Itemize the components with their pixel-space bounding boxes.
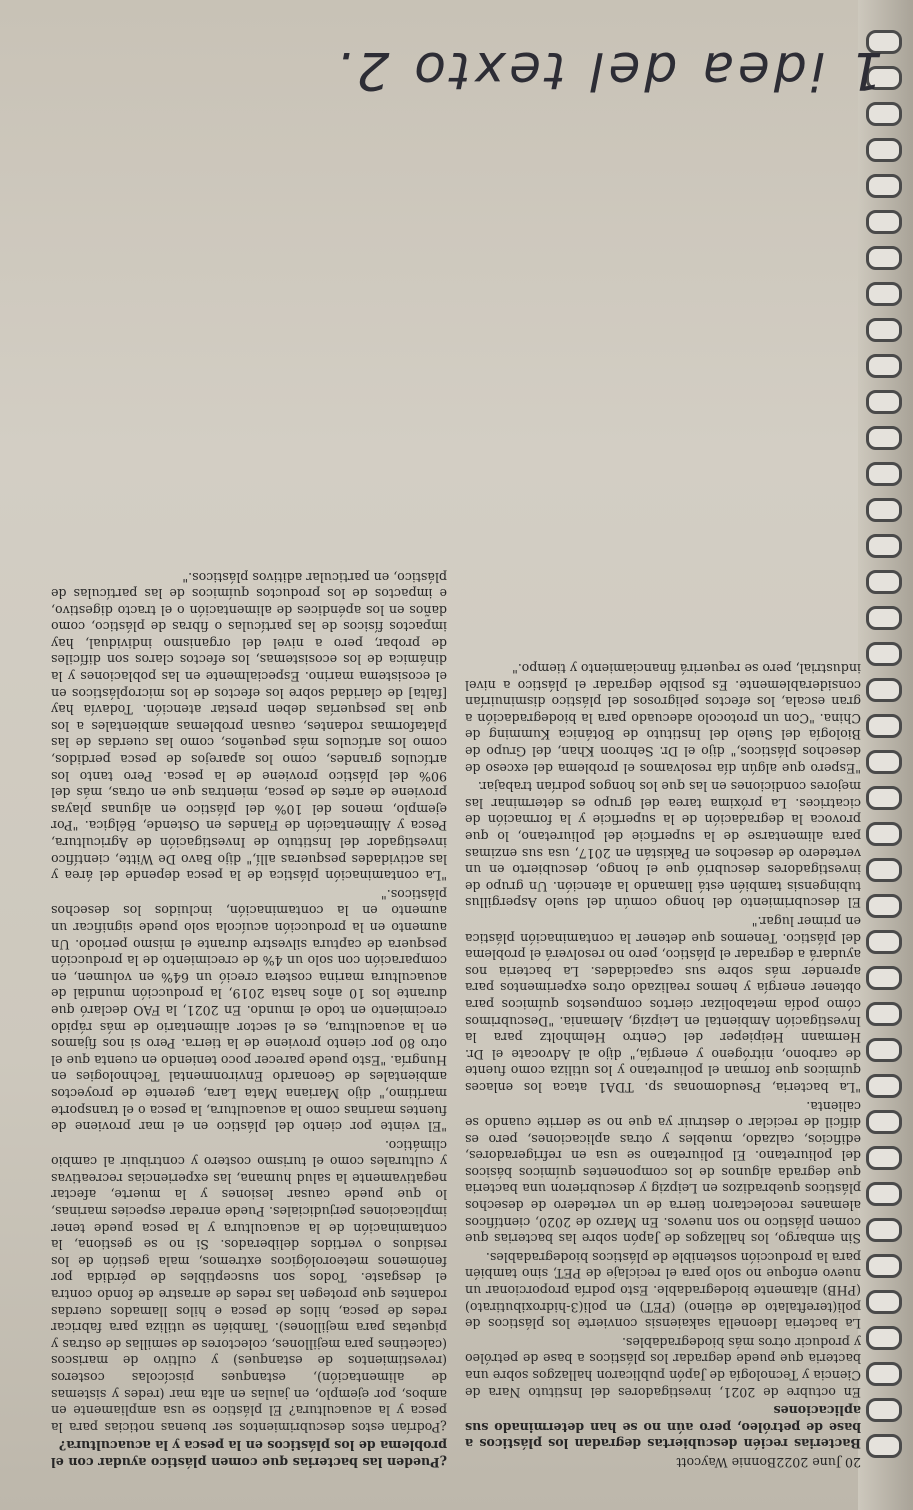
paragraph: "El veinte por ciento del plástico en el mar proviene de fuentes marinas como la acuacultura, la pesca o el transporte marítimo," dijo Mariana Mata Lara, gerente de proyectos ambientales de Geonardo Environmental Technologies en Hungría. "Esto puede parecer poco teniendo en cuenta que el otro 80 por ciento proviene de la tierra. Pero si nos fijamos en la acuacultura, es el sector alimentario de más rápido crecimiento en todo el mundo. En 2021, la FAO declaró que durante los 10 años hasta 2019, la producción mundial de acuacultura marina costera creció un 64% en volumen, en comparación con solo un 4% de crecimiento de la producción pesquera de captura silvestre durante el mismo periodo. Un aumento en la producción acuícola solo puede significar un aumento en la contaminación, incluidos los desechos plásticos." bbox=[51, 886, 447, 1135]
left-column bbox=[465, 120, 861, 1470]
paragraph: "La contaminación plástica de la pesca depende del área y las actividades pesqueras allí," dijo Bavo De Witte, científico investigador del Instituto de Investigación de Agricultura, Pesca y Alimentación de Flandes en Ostende, Bélgica. "Por ejemplo, menos del 10% del plástico en algunas playas proviene de artes de pesca, mientras que en otras, más del 90% del plástico proviene de la pesca. Pero tanto los artículos grandes, como los aparejos de pesca perdidos, como los artículos más pequeños, como las cuerdas de las plataformas rodantes, causan problemas ambientales a los que las pesquerías deben prestar atención. Todavía hay [falta] de claridad sobre los efectos de los microplásticos en el ecosistema marino. Especialmente en las poblaciones y la dinámica de los ecosistemas, los efectos claros son difíciles de probar, pero a nivel del organismo individual, hay impactos físicos de las partículas o fibras de plástico, como daños en los apéndices de alimentación o el tracto digestivo, e impactos de los productos químicos de las partículas de plástico, en particular aditivos plásticos." bbox=[51, 569, 447, 884]
paragraph: La bacteria Ideonella sakaiensis convierte los plásticos de poli(tereftalato de etileno) (PET) en poli(3-hidroxibutirato) (PHB) altamente biodegradable. Esto podría proporcionar un nuevo enfoque no solo para el reciclaje de PET, sino también para la producción sostenible de plásticos biodegradables. bbox=[465, 1249, 861, 1332]
paragraph: "La bacteria, Pseudomonas sp. TDA1 ataca los enlaces químicos que forman el poliuretano y los utiliza como fuente de carbono, nitrógeno y energía," dijo al Advocate el Dr. Hermann Heipieper del Centro Helmholtz para la Investigación Ambiental en Leipzig, Alemania. "Descubrimos cómo podía metabolizar ciertos compuestos químicos para obtener energía y hemos realizado otros experimentos para aprender más sobre sus capacidades. La bacteria nos ayudará a degradar el plástico, pero no resolverá el problema del plástico. Tenemos que detener la contaminación plástica en primer lugar." bbox=[465, 914, 861, 1095]
paragraph: 20 June 2022Bonnie Waycott bbox=[676, 1455, 861, 1470]
paragraph: En octubre de 2021, investigadores del Instituto Nara de Ciencia y Tecnología de Japón publicaron hallazgos sobre una bacteria que puede degradar los plásticos a base de petróleo y producir otros más biodegradables. bbox=[465, 1334, 861, 1400]
paragraph: El descubrimiento del hongo común del suelo Aspergillus tubingensis también está llamando la atención. Un grupo de investigadores descubrió que el hongo, descubierto en un vertedero de desechos en Pakistán en 2017, usa sus enzimas para alimentarse de la superficie del poliuretano, lo que provoca la degradación de la superficie y la formación de cicatrices. La próxima tarea del grupo es determinar las mejores condiciones en las que los hongos podrían trabajar. bbox=[465, 779, 861, 911]
paragraph: "Espero que algún día resolvamos el problema del exceso de desechos plásticos," dijo el Dr. Sehroon Khan, del Grupo de Biología del Suelo del Instituto de Botánica Kumming de China. "Con un protocolo adecuado para la biodegradación a gran escala, los efectos peligrosos del plástico disminuirían considerablemente. Es posible degradar el plástico a nivel industrial, pero se requerirá financiamiento y tiempo." bbox=[465, 661, 861, 776]
paragraph: Sin embargo, los hallazgos de Japón sobre las bacterias que comen plástico no son nuevos. En Marzo de 2020, científicos alemanes recolectaron tierra de un vertedero de desechos plásticos quebradizos en Leipzig y descubrieron una bacteria que degrada algunos de los componentes químicos básicos del poliuretano. El poliuretano se usa en refrigeradores, edificios, calzado, muebles y otras aplicaciones, pero es difícil de reciclar o destruir ya que no se derrite cuando se calienta. bbox=[465, 1098, 861, 1247]
text-columns bbox=[51, 120, 861, 1470]
paragraph: Bacterias recién descubiertas degradan los plásticos a base de petróleo, pero aún no se han determinado sus aplicaciones bbox=[465, 1403, 861, 1452]
paragraph: ¿Pueden las bacterias que comen plástico ayudar con el problema de los plásticos en la pesca y la acuacultura? bbox=[51, 1438, 447, 1470]
handwritten-note: 1 idea del texto 2. bbox=[332, 40, 883, 100]
paragraph: ¿Podrían estos descubrimientos ser buenas noticias para la pesca y la acuacultura? El plástico se usa ampliamente en ambos, por ejemplo, en jaulas en alta mar (redes y sistemas de alimentación), estanques piscícolas costeros (revestimientos de estanques) y cultivo de mariscos (calcetines para mejillones, colectores de semillas de ostras y piquetas para mejillones). También se utiliza para fabricar redes de pesca, hilos de pesca e hilos llamados cuerdas rodantes que protegen las redes de arrastre de fondo contra el desgaste. Todos son susceptibles de pérdida por fenómenos meteorológicos extremos, mala gestión de los residuos o vertidos deliberados. Si no se gestiona, la contaminación de la acuacultura y la pesca puede tener implicaciones perjudiciales. Puede enredar especies marinas, lo que puede causar lesiones y la muerte, afectar negativamente la salud humana, las experiencias recreativas y culturales como el turismo costero y contribuir al cambio climático. bbox=[51, 1137, 447, 1435]
right-column bbox=[51, 120, 447, 1470]
